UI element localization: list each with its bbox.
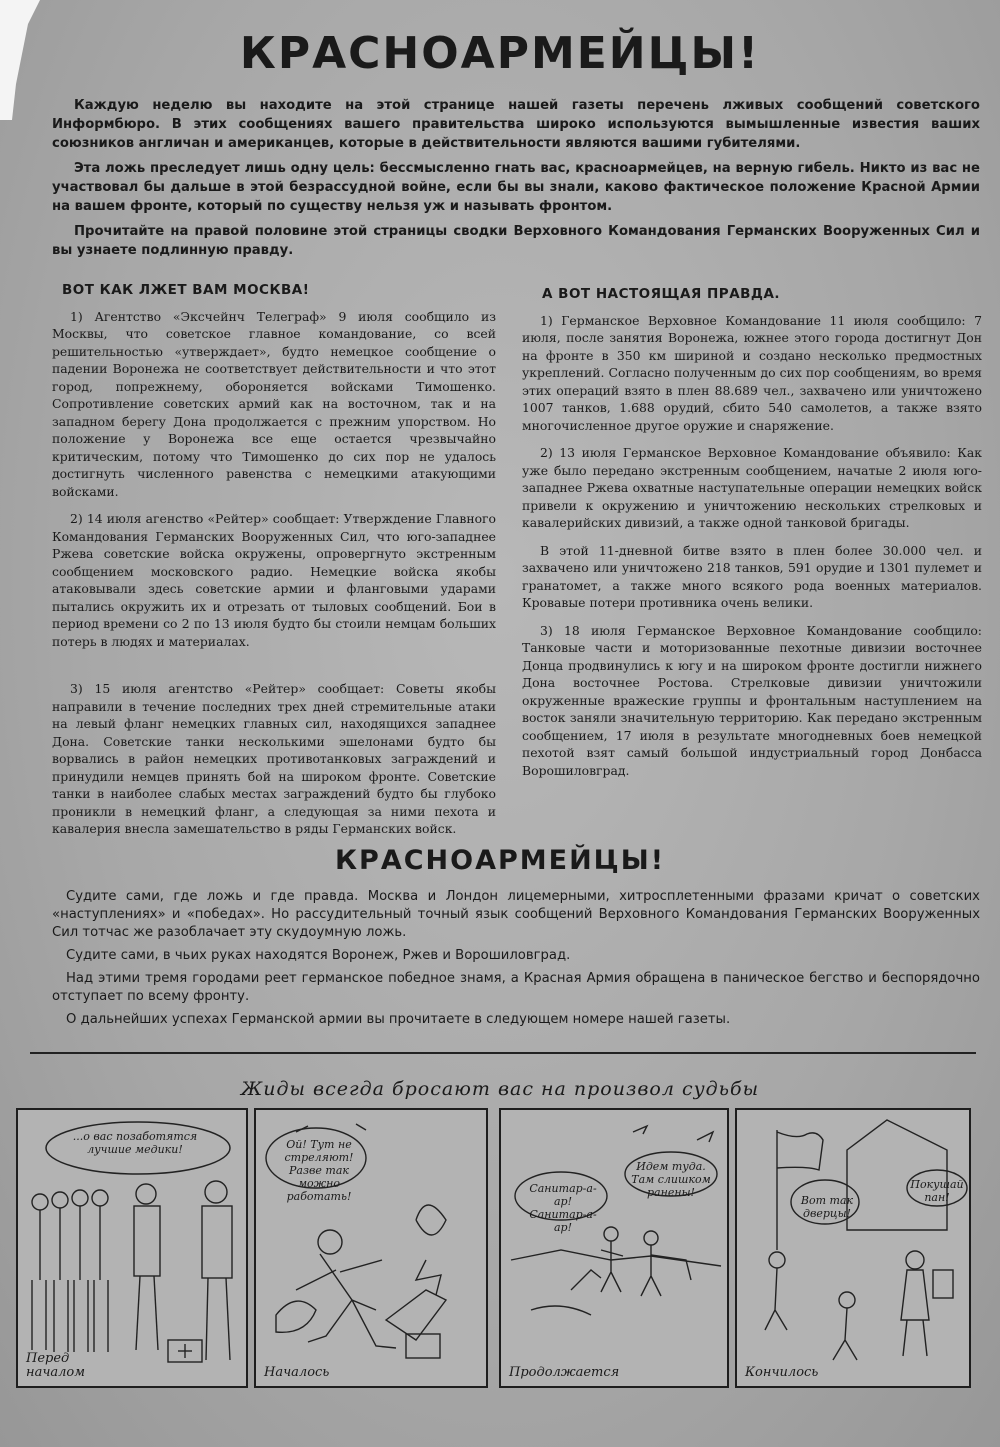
speech-bubble: Идем туда. Там слишком ранены! (631, 1160, 711, 1199)
speech-bubble: ...о вас позаботятся лучшие медики! (72, 1130, 198, 1156)
right-column-heading: А ВОТ НАСТОЯЩАЯ ПРАВДА. (542, 286, 781, 302)
battlefield-illustration (501, 1110, 727, 1386)
bottom-paragraph: Судите сами, где ложь и где правда. Москва и Лондон лицемерными, хитросплетенными фразами кричат о советских «наступлениях» и «победах». Но рассудительный точный язык сообщений Верховного Командования Германских Вооруженных Сил тотчас же разоблачает эту скудоумную ложь. (52, 889, 980, 940)
cartoon-panel-4 (735, 1108, 971, 1388)
cartoon-panel-3 (499, 1108, 729, 1388)
left-column-item: 1) Агентство «Эксчейнч Телеграф» 9 июля сообщило из Москвы, что советское главное командование, со всей решительностью «утверждает», будто немецкое сообщение о падении Воронежа не соответствует действительности и что этот город, попрежнему, обороняется войсками Тимошенко. Сопротивление советских армий как на восточном, так и на западном берегу Дона продолжается с прежним упорством. Но положение у Воронежа все еще остается чрезвычайно критическим, потому что Тимошенко до сих пор не удалось достигнуть численного равенства с немецкими атакующими войсками. (52, 308, 496, 499)
headline-mid: КРАСНОАРМЕЙЦЫ! (334, 845, 666, 876)
cartoon-panel-2 (254, 1108, 488, 1388)
speech-bubble: Покушай пан! (910, 1178, 964, 1204)
surrender-illustration (737, 1110, 969, 1386)
right-column-item: В этой 11-дневной битве взято в плен более 30.000 чел. и захвачено или уничтожено 218 танков, 591 орудие и 1301 пулемет и гранатомет, а также много всякого рода военных материалов. Кровавые потери противника очень велики. (522, 542, 982, 610)
speech-bubble: Ой! Тут не стреляют! Разве так можно работать! (284, 1138, 354, 1203)
right-column-truth (522, 282, 982, 789)
left-column-moscow-lies (52, 282, 496, 848)
panel-label: Кончилось (745, 1365, 819, 1380)
right-column-item: 2) 13 июля Германское Верховное Командование объявило: Как уже было передано экстренным сообщением, начатые 2 июля юго-западнее Ржева охватные наступательные операции немецких войск привели к окружению и уничтожению нескольких стрелковых и кавалерийских дивизий, а также одной танковой бригады. (522, 445, 982, 530)
speech-bubble: Санитар-а-ар! Санитар-а-ар! (529, 1182, 597, 1234)
panel-label: Продолжается (509, 1365, 620, 1380)
right-column-item: 3) 18 июля Германское Верховное Командование сообщило: Танковые части и моторизованные пехотные дивизии восточнее Донца продвинулись к югу и на широком фронте достигли нижнего Дона восточнее Ростова. Стрелковые дивизии уничтожили окруженные вражеские группы и фронтальным наступлением на восток заняли значительную территорию. Как передано экстренным сообщением, 17 июля в результате многодневных боев немецкой пехотой взят самый большой индустриальный город Донбасса Ворошиловград. (522, 622, 982, 778)
bottom-section (52, 888, 980, 1034)
speech-bubble: Вот так дверцы! (800, 1194, 854, 1220)
bottom-paragraph: Судите сами, в чьих руках находятся Воронеж, Ржев и Ворошиловград. (66, 948, 571, 963)
cartoon-panel-1 (16, 1108, 248, 1388)
right-column-item: 1) Германское Верховное Командование 11 июля сообщило: 7 июля, после занятия Воронежа, южнее этого города достигнут Дон на фронте в 350 км шириной и создано несколько предмостных укреплений. Согласно полученным до сих пор сообщениям, во время этих операций взято в плен 88.689 чел., захвачено или уничтожено 1007 танков, 1.688 орудий, сбито 540 самолетов, а также взято многочисленное другое оружие и снаряжение. (522, 312, 982, 433)
left-column-heading: ВОТ КАК ЛЖЕТ ВАМ МОСКВА! (62, 282, 310, 298)
bottom-paragraph: Над этими тремя городами реет германское победное знамя, а Красная Армия обращена в паническое бегство и беспорядочно отступает по всему фронту. (52, 971, 980, 1004)
intro-paragraph: Эта ложь преследует лишь одну цель: бессмысленно гнать вас, красноармейцев, на верную гибель. Никто из вас не участвовал бы дальше в этой безрассудной войне, если бы вы знали, каково фактическое положение Красной Армии на вашем фронте, который по существу нельзя уж и называть фронтом. (52, 161, 980, 214)
intro-paragraph: Прочитайте на правой половине этой страницы сводки Верховного Командования Германских Вооруженных Сил и вы узнаете подлинную правду. (52, 224, 980, 258)
panel-label: Перед началом (26, 1351, 86, 1380)
bottom-paragraph: О дальнейших успехах Германской армии вы прочитаете в следующем номере нашей газеты. (66, 1012, 731, 1027)
intro-section (52, 96, 980, 266)
left-column-item: 3) 15 июля агентство «Рейтер» сообщает: Советы якобы направили в течение последних трех дней стремительные атаки на левый фланг немецких главных сил, находящихся западнее Дона. Советские танки несколькими эшелонами будто бы ворвались в район немецких противотанковых заграждений и принудили немцев принять бой на широком фронте. Советские танки в наиболее слабых местах заграждений будто бы глубоко проникли в немецкий фланг, а следующая за ними пехота и кавалерия внесла замешательство в ряды Германских войск. (52, 681, 496, 836)
headline-top: КРАСНОАРМЕЙЦЫ! (239, 28, 761, 79)
intro-paragraph: Каждую неделю вы находите на этой странице нашей газеты перечень лживых сообщений советского Информбюро. В этих сообщениях вашего правительства широко используются вымышленные известия ваших союзников англичан и американцев, которые в действительности являются вашими губителями. (52, 98, 980, 151)
cartoon-caption: Жиды всегда бросают вас на произвол судьбы (240, 1078, 760, 1100)
panel-label: Началось (264, 1365, 330, 1380)
divider-rule (30, 1052, 976, 1054)
left-column-item: 2) 14 июля агенство «Рейтер» сообщает: Утверждение Главного Командования Германских Вооруженных Сил, что юго-западнее Ржева советские войска окружены, опровергнуто экстренным сообщением московского радио. Немецкие войска якобы атаковывали здесь советские армии и фланговыми ударами пытались окружить их и отрезать от тыловых сообщений. Бои в период времени со 2 по 13 июля будто бы стоили немцам больших потерь в людях и материалах. (52, 511, 496, 649)
